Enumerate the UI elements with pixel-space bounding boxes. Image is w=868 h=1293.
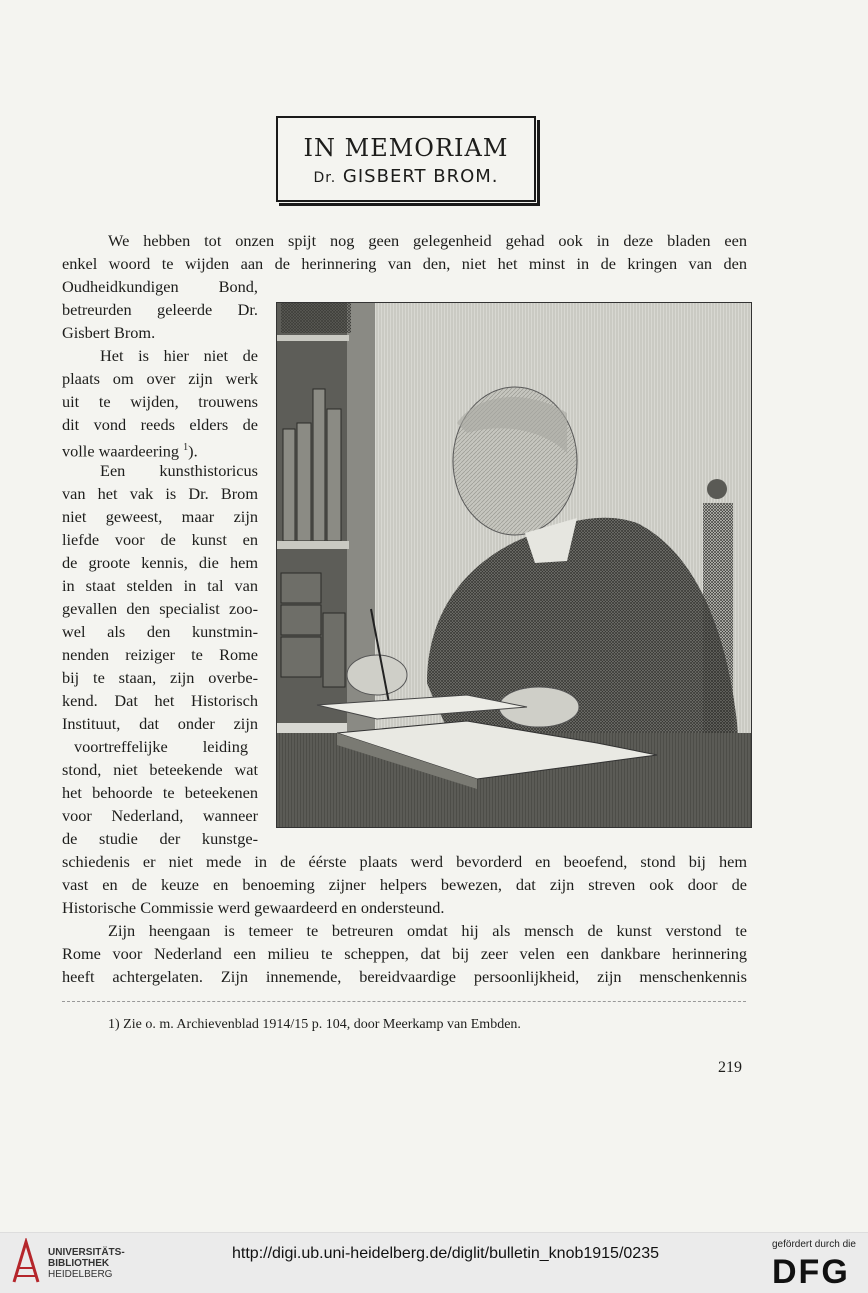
text-line: Zijn heengaan is temeer te betreuren omdat hij als mensch de kunst verstond te — [108, 921, 747, 940]
text-line: vast en de keuze en benoeming zijner helpers bewezen, dat zijn streven ook door de — [62, 875, 747, 894]
intro-paragraph — [62, 229, 747, 275]
text-line: uit te wijden, trouwens — [62, 392, 258, 411]
text-line: van het vak is Dr. Brom — [62, 484, 258, 503]
text-line: We hebben tot onzen spijt nog geen gelegenheid gehad ook in deze bladen een — [108, 231, 747, 250]
text-line: in staat stelden in tal van — [62, 576, 258, 595]
viewer-footer — [0, 1232, 868, 1293]
text-line: kend. Dat het Historisch — [62, 691, 258, 710]
text-line: bij te staan, zijn overbe- — [62, 668, 258, 687]
text-line: niet geweest, maar zijn — [62, 507, 258, 526]
text-line: Het is hier niet de — [100, 346, 258, 365]
title-dr: Dr. — [313, 170, 337, 186]
text-line: het behoorde te beteekenen — [62, 783, 258, 802]
text-line: Een kunsthistoricus — [100, 461, 258, 480]
text-line: gevallen den specialist zoo- — [62, 599, 258, 618]
text-line: wel als den kunstmin- — [62, 622, 258, 641]
page-title: IN MEMORIAM — [303, 134, 509, 162]
text-line: betreurden geleerde Dr. — [62, 300, 258, 319]
page-number: 219 — [718, 1059, 742, 1076]
text-line: de studie der kunstge- — [62, 829, 258, 848]
text-line: liefde voor de kunst en — [62, 530, 258, 549]
title-box — [276, 116, 536, 202]
text-line: dit vond reeds elders de — [62, 415, 258, 434]
permalink-url[interactable]: http://digi.ub.uni-heidelberg.de/diglit/bulletin_knob1915/0235 — [232, 1245, 659, 1262]
funding-note: gefördert durch die — [772, 1239, 856, 1250]
text-line: nenden reiziger te Rome — [62, 645, 258, 664]
university-library-logo-icon[interactable] — [10, 1238, 42, 1286]
text-line: Historische Commissie werd gewaardeerd en ondersteund. — [62, 898, 445, 917]
text-line: voortreffelijke leiding — [74, 737, 248, 756]
text-line-with-footnote: volle waardeering $^1$). — [62, 441, 198, 461]
text-line: plaats om over zijn werk — [62, 369, 258, 388]
narrow-column — [62, 275, 258, 850]
portrait-engraving — [276, 302, 752, 828]
text-line: Instituut, dat onder zijn — [62, 714, 258, 733]
text-line: Rome voor Nederland een milieu te scheppen, dat bij zeer velen een dankbare herinnering — [62, 944, 747, 963]
footnote-ref: 1 — [183, 442, 189, 453]
text-line: heeft achtergelaten. Zijn innemende, bereidvaardige persoonlijkheid, zijn menschenkennis — [62, 967, 747, 986]
institution-name[interactable]: UNIVERSITÄTS- BIBLIOTHEK HEIDELBERG — [48, 1247, 125, 1280]
title-name: GISBERT BROM. — [342, 166, 499, 187]
footnote-divider — [62, 1001, 746, 1002]
text-line: schiedenis er niet mede in de éérste plaats werd bevorderd en beoefend, stond bij hem — [62, 852, 747, 871]
text-line: de groote kennis, die hem — [62, 553, 258, 572]
text-line: voor Nederland, wanneer — [62, 806, 258, 825]
text-line: stond, niet beteekende wat — [62, 760, 258, 779]
dfg-logo[interactable]: DFG — [772, 1253, 850, 1291]
page-subtitle — [278, 166, 534, 189]
text-line: enkel woord te wijden aan de herinnering van den, niet het minst in de kringen van den — [62, 254, 747, 273]
full-width-paragraph — [62, 850, 747, 988]
portrait-illustration — [277, 303, 751, 827]
text-line: Gisbert Brom. — [62, 323, 156, 342]
text-line: Oudheidkundigen Bond, — [62, 277, 258, 296]
footnote: 1) Zie o. m. Archievenblad 1914/15 p. 104, door Meerkamp van Embden. — [108, 1017, 521, 1032]
